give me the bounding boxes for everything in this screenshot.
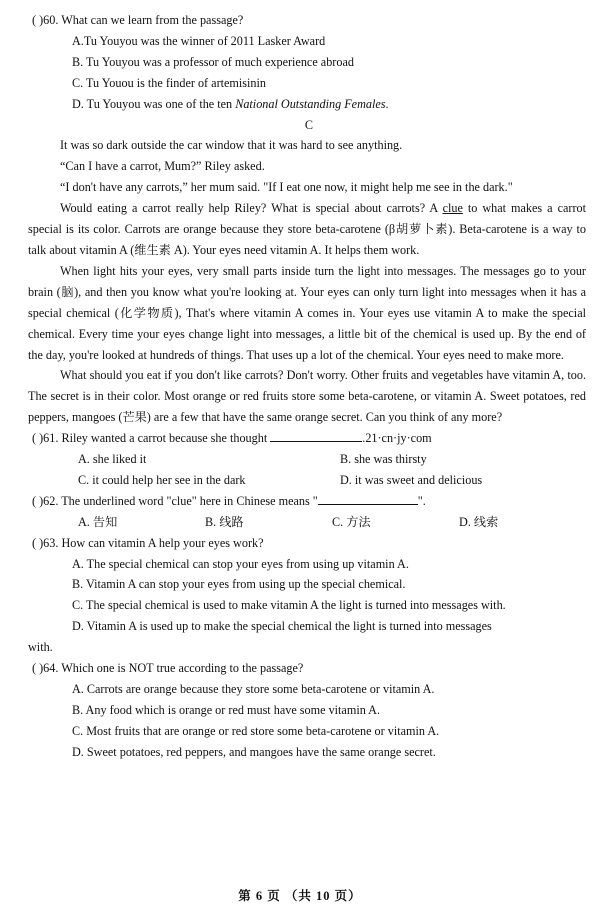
question-61-option-a: A. she liked it [78, 452, 147, 467]
question-61-options-row-2 [32, 470, 586, 491]
passage-paragraph-4-rest: to what makes a carrot special is its color. Carrots are orange because they store beta-carotene (β胡萝卜素). Beta-carotene is a way to talk about vitamin A (维生素 A). Your eyes need vitamin A. It helps them work. [28, 201, 586, 257]
question-60-option-d-prefix: D. Tu Youyou was one of the ten [72, 96, 236, 111]
question-61-option-c: C. it could help her see in the dark [78, 472, 246, 487]
question-63-option-b: B. Vitamin A can stop your eyes from using up the special chemical. [72, 577, 406, 592]
question-62-option-a: A. 告知 [78, 514, 118, 529]
question-64-stem: ( )64. Which one is NOT true according to the passage? [32, 661, 304, 676]
question-62-option-b: B. 线路 [205, 514, 244, 529]
question-63-stem: ( )63. How can vitamin A help your eyes work? [32, 535, 264, 550]
passage-paragraph-2: “Can I have a carrot, Mum?” Riley asked. [60, 159, 265, 174]
question-60-option-a: A.Tu Youyou was the winner of 2011 Lasker Award [72, 33, 326, 48]
question-61-option-d: D. it was sweet and delicious [340, 472, 483, 487]
passage-paragraph-4-start: Would eating a carrot really help Riley? What is special about carrots? A [60, 201, 443, 216]
question-64-option-c: C. Most fruits that are orange or red store some beta-carotene or vitamin A. [72, 723, 440, 738]
question-60-stem: ( )60. What can we learn from the passage? [32, 13, 244, 27]
question-63-option-d-continuation: with. [28, 640, 53, 655]
question-60-option-d-italic: National Outstanding Females [235, 96, 386, 111]
question-63-option-d: D. Vitamin A is used up to make the special chemical the light is turned into messages [72, 619, 492, 634]
answer-blank [270, 429, 362, 442]
question-60-option-b: B. Tu Youyou was a professor of much experience abroad [72, 54, 354, 69]
question-64-option-d: D. Sweet potatoes, red peppers, and mangoes have the same orange secret. [72, 744, 436, 759]
answer-blank [318, 492, 418, 505]
question-61-stem [32, 428, 586, 449]
question-62-stem-text: ( )62. The underlined word "clue" here in Chinese means " [32, 493, 318, 508]
question-63-option-a: A. The special chemical can stop your eyes from using up vitamin A. [72, 556, 409, 571]
section-label: C [304, 117, 314, 132]
underlined-word-clue: clue [442, 201, 463, 216]
passage-paragraph-5: When light hits your eyes, very small parts inside turn the light into messages. The messages go to your brain (脑), and then you know what you're looking at. Your eyes can only turn light into messages when it has a special chemical (化学物质), That's where vitamin A comes in. Your eyes use vitamin A to make the special chemical. Every time your eyes change light into messages, a little bit of the chemical is used up. By the end of the day, you're looked at hundreds of things. That uses up a lot of the chemical. Your eyes need to make more. [28, 263, 586, 362]
question-62-options [32, 512, 586, 533]
question-61-stem-tail: .21·cn·jy·com [362, 431, 432, 446]
question-61-option-b: B. she was thirsty [340, 452, 427, 467]
question-62-option-d: D. 线索 [459, 514, 499, 529]
passage-paragraph-1: It was so dark outside the car window that it was hard to see anything. [60, 138, 403, 153]
question-61-stem-text: ( )61. Riley wanted a carrot because she thought [32, 431, 271, 446]
passage-paragraph-6: What should you eat if you don't like carrots? Don't worry. Other fruits and vegetables have vitamin A, too. The secret is in their color. Most orange or red fruits store some beta-carotene, or vitamin A. Sweet potatoes, red peppers, mangoes (芒果) are a few that have the same orange secret. Can you think of any more? [28, 368, 586, 425]
page-footer: 第 6 页 （共 10 页） [238, 889, 362, 903]
question-62-stem-tail: ". [417, 493, 426, 508]
question-60-option-d-suffix: . [385, 96, 389, 111]
question-64-option-b: B. Any food which is orange or red must have some vitamin A. [72, 702, 381, 717]
question-62-option-c: C. 方法 [332, 514, 371, 529]
question-60-option-d [32, 94, 586, 115]
question-62-stem [32, 491, 586, 512]
question-63-option-c: C. The special chemical is used to make vitamin A the light is turned into messages with. [72, 598, 506, 613]
passage-paragraph-4 [28, 198, 586, 261]
passage-paragraph-3: “I don't have any carrots,” her mum said. "If I eat one now, it might help me see in the dark." [60, 180, 513, 195]
question-64-option-a: A. Carrots are orange because they store some beta-carotene or vitamin A. [72, 682, 435, 696]
question-61-options-row-1 [32, 449, 586, 470]
question-60-option-c: C. Tu Youou is the finder of artemisinin [72, 75, 266, 90]
